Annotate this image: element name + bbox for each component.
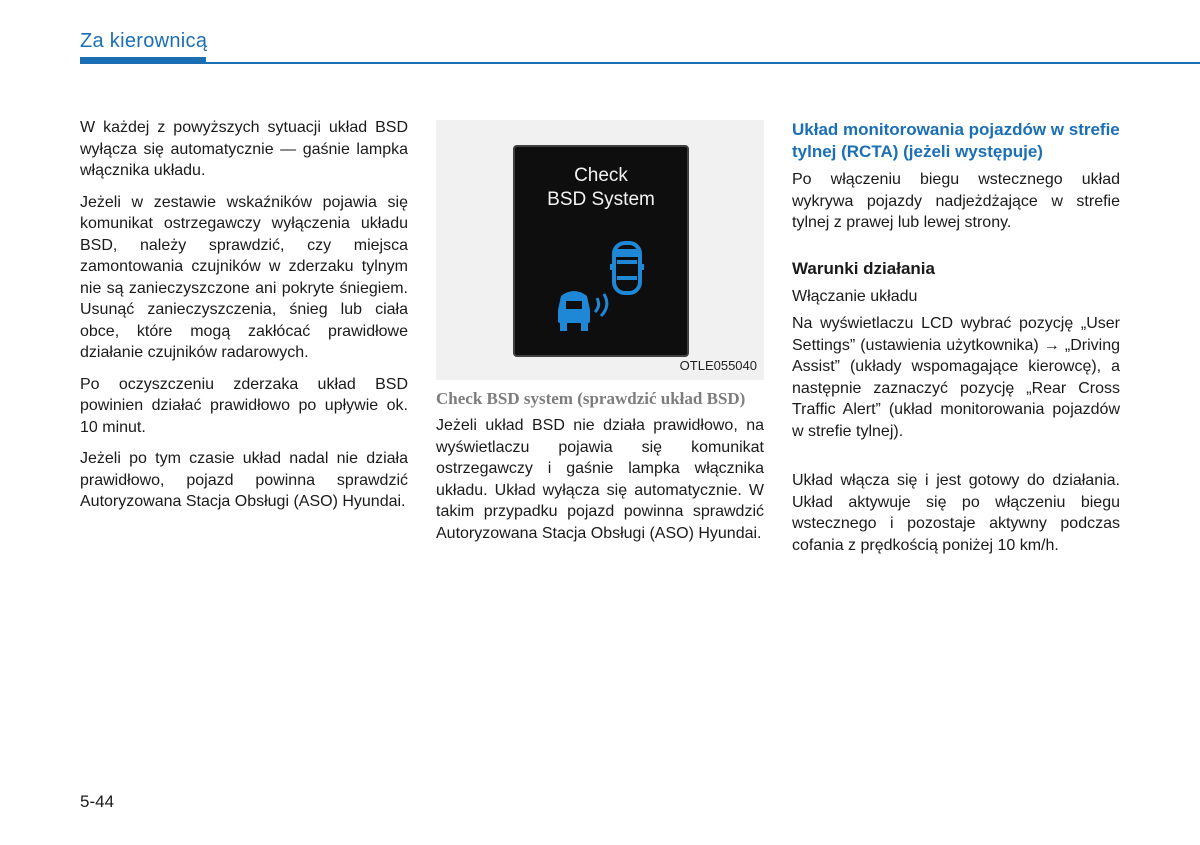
rcta-heading: Układ monitorowania pojazdów w strefie tylnej (RCTA) (jeżeli występuje) [792, 120, 1120, 161]
left-column [80, 117, 408, 523]
right-column [792, 117, 1120, 566]
conditions-heading: Warunki działania [792, 258, 935, 278]
paragraph: Na wyświetlaczu LCD wybrać pozycję „User Settings” (ustawienia użytkownika) → „Driving Assist” (układy wspomagające kierowcę), a następnie zaznaczyć pozycję „Rear Cross Traffic Alert” (układ monitorowania pojazdów w strefie tylnej). [792, 315, 1120, 440]
figure-caption: Check BSD system (sprawdzić układ BSD) [436, 389, 746, 408]
bsd-warning-icon [515, 147, 687, 355]
display-text-bsd-system: BSD System [547, 189, 655, 210]
cluster-display [513, 145, 689, 357]
middle-column [436, 117, 764, 554]
bsd-figure [436, 120, 764, 380]
paragraph: Jeżeli układ BSD nie działa prawidłowo, na wyświetlaczu pojawia się komunikat ostrzegawczy i gaśnie lampka włącznika układu. Układ wyłącza się automatycznie. W takim przypadku pojazd powinna sprawdzić Autoryzowana Stacja Obsługi (ASO) Hyundai. [436, 417, 764, 542]
paragraph: Po oczyszczeniu zderzaka układ BSD powinien działać prawidłowo po upływie ok. 10 minut. [80, 375, 408, 436]
figure-code: OTLE055040 [679, 357, 757, 373]
page-number: 5-44 [80, 792, 115, 811]
section-title: Za kierownicą [80, 30, 208, 52]
paragraph: Jeżeli po tym czasie układ nadal nie działa prawidłowo, pojazd powinna sprawdzić Autoryzowana Stacja Obsługi (ASO) Hyundai. [80, 450, 408, 510]
paragraph: Układ włącza się i jest gotowy do działania. Układ aktywuje się po włączeniu biegu wstecznego i pozostaje aktywny podczas cofania z prędkością poniżej 10 km/h. [792, 472, 1120, 554]
display-text-check: Check [574, 165, 628, 186]
header-rule [80, 62, 1200, 64]
paragraph: Po włączeniu biegu wstecznego układ wykrywa pojazdy nadjeżdżające w strefie tylnej z prawej lub lewej strony. [792, 171, 1120, 231]
enable-label: Włączanie układu [792, 287, 918, 305]
paragraph: W każdej z powyższych sytuacji układ BSD wyłącza się automatycznie — gaśnie lampka włącznika układu. [80, 119, 408, 179]
paragraph: Jeżeli w zestawie wskaźników pojawia się komunikat ostrzegawczy wyłączenia układu BSD, należy sprawdzić, czy miejsca zamontowania czujników w zderzaku tylnym nie są zanieczyszczone ani pokryte śniegiem. Usunąć zanieczyszczenia, śnieg lub ciała obce, które mogą zakłócać prawidłowe działanie czujników radarowych. [80, 193, 408, 361]
